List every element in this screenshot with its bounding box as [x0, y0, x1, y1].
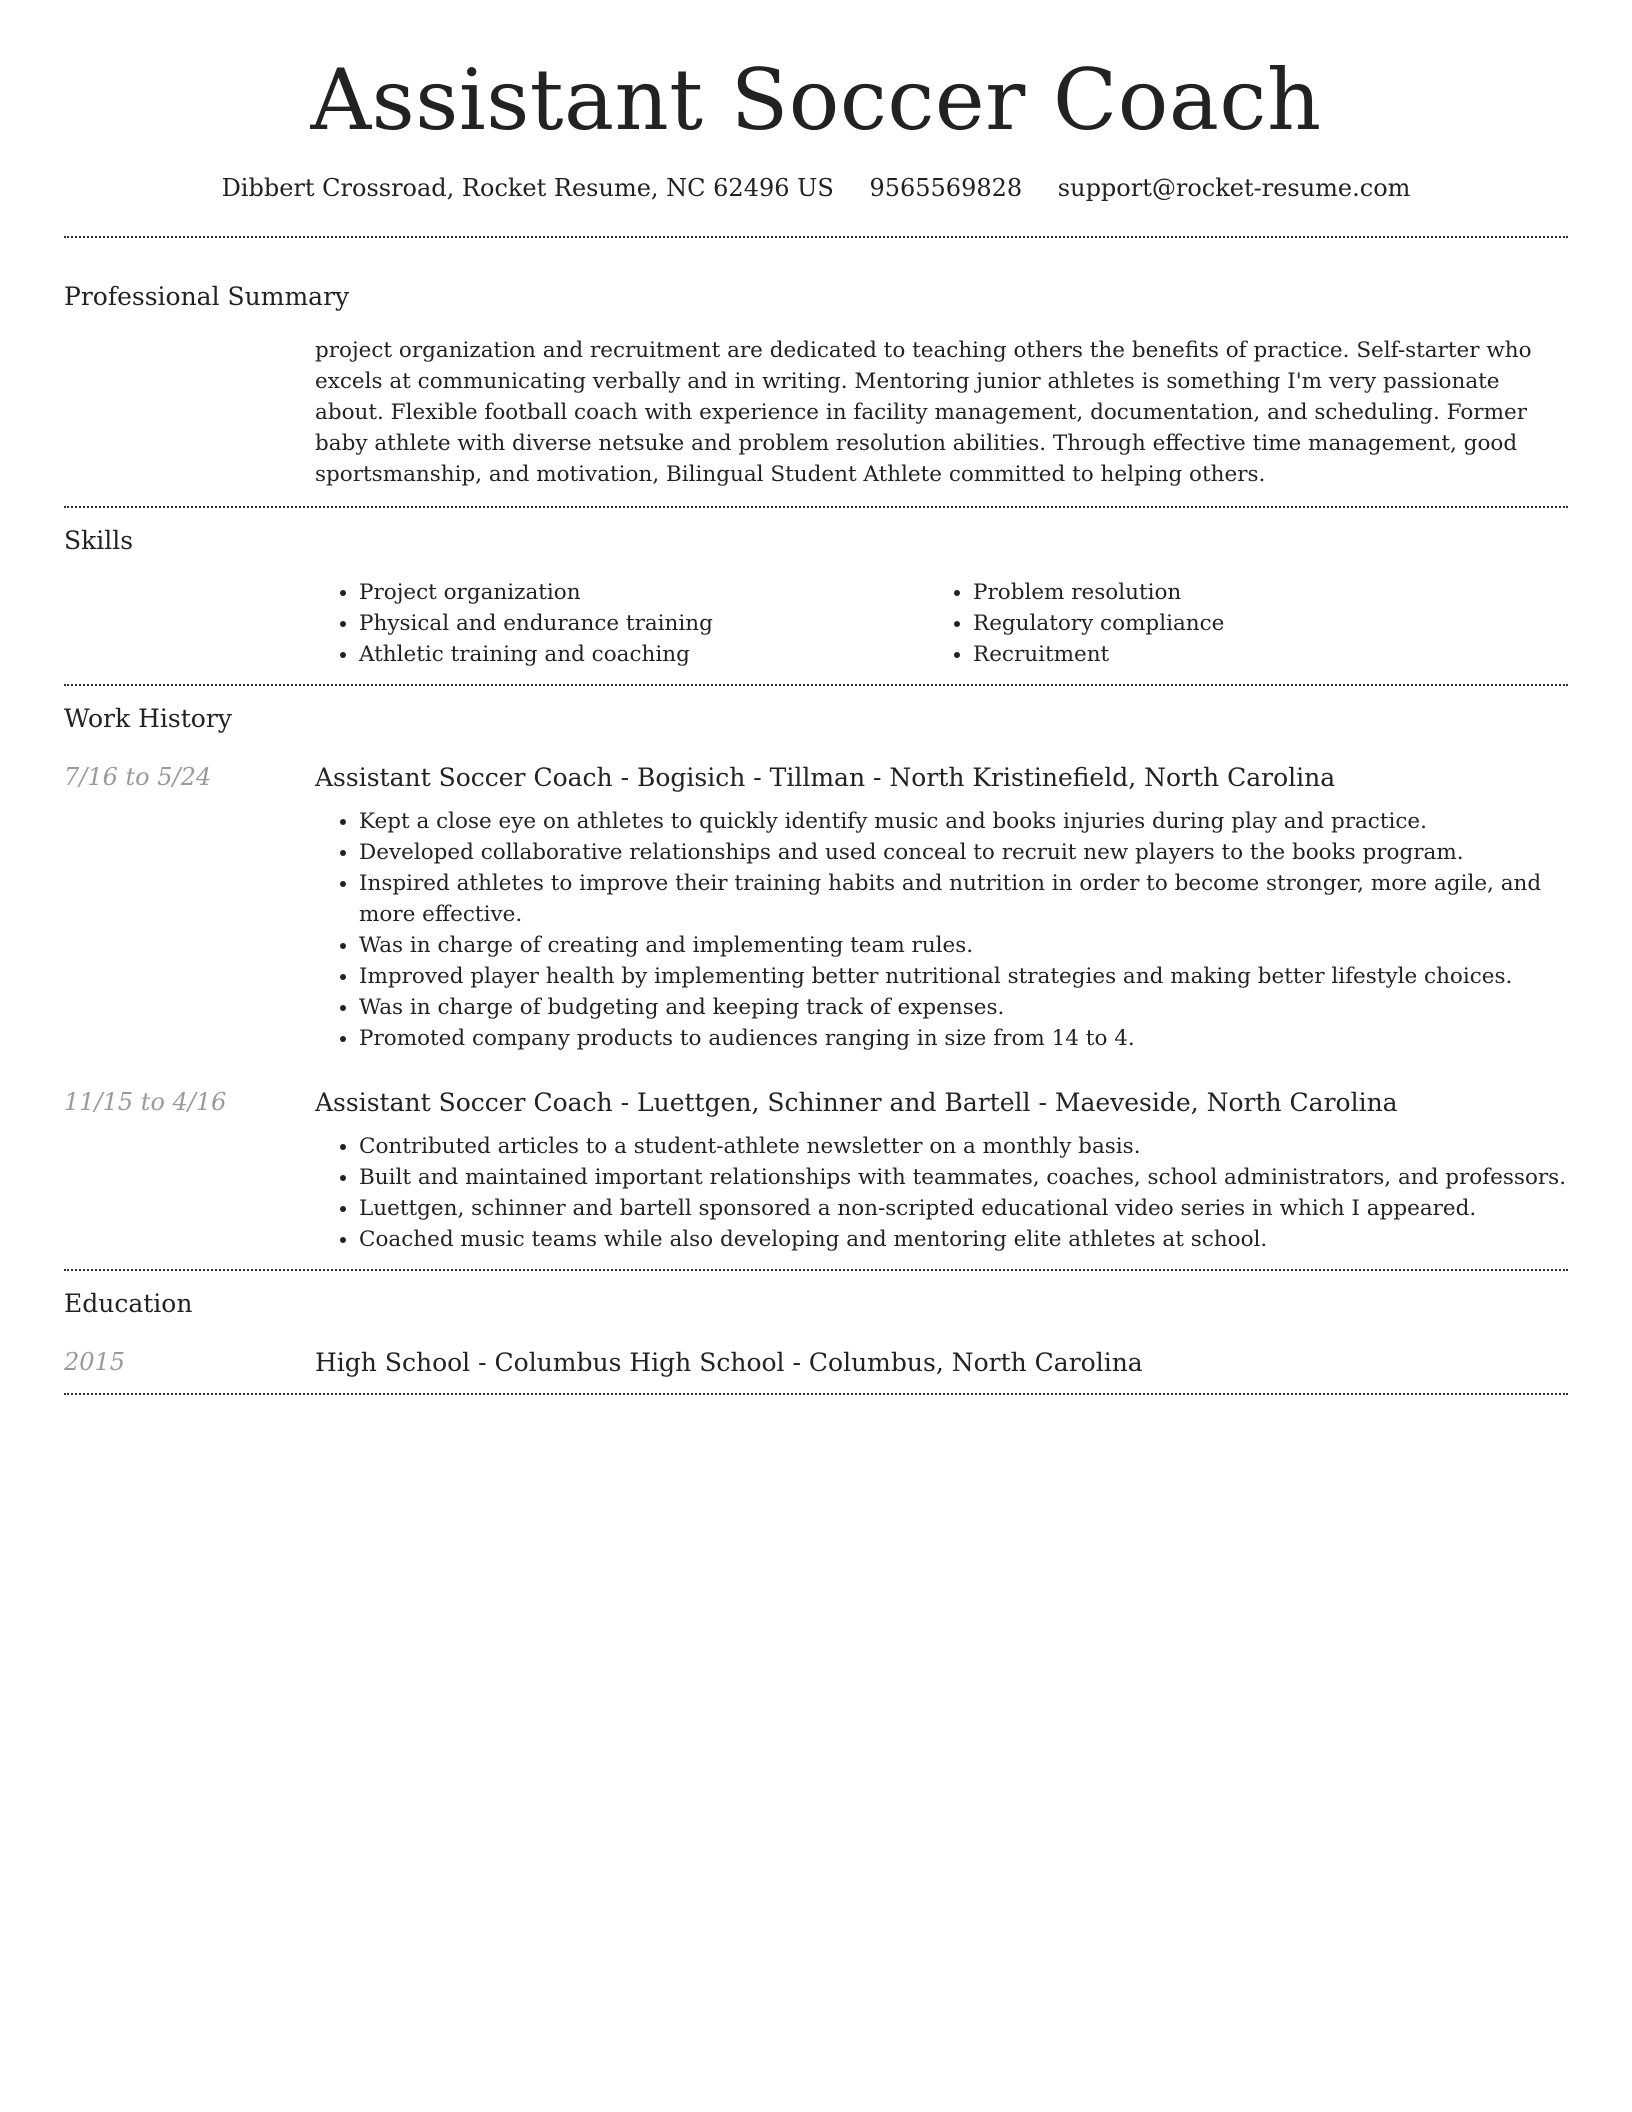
job-bullet: • Kept a close eye on athletes to quickly identify music and books injuries during play and practice.: [359, 806, 1568, 837]
job-details: [315, 1088, 1568, 1255]
job-details: [315, 763, 1568, 1054]
job-heading: Assistant Soccer Coach - Luettgen, Schinner and Bartell - Maeveside, North Carolina: [315, 1088, 1398, 1117]
job-bullet: • Promoted company products to audiences ranging in size from 14 to 4.: [359, 1023, 1568, 1054]
education-heading: High School - Columbus High School - Columbus, North Carolina: [315, 1348, 1143, 1377]
contact-address: Dibbert Crossroad, Rocket Resume, NC 62496 US: [221, 174, 834, 202]
job-dates: 7/16 to 5/24: [64, 763, 212, 791]
skill-item: • Physical and endurance training: [359, 608, 929, 639]
skill-item: • Regulatory compliance: [973, 608, 1224, 639]
section-divider: [64, 684, 1568, 686]
skill-item: • Problem resolution: [973, 577, 1224, 608]
section-title-summary: Professional Summary: [64, 282, 350, 311]
job-bullet: • Improved player health by implementing better nutritional strategies and making better lifestyle choices.: [359, 961, 1568, 992]
summary-text: project organization and recruitment are dedicated to teaching others the benefits of practice. Self-starter who excels at communicating verbally and in writing. Mentoring junior athletes is something I'm very passionate about. Flexible football coach with experience in facility management, documentation, and scheduling. Former baby athlete with diverse netsuke and problem resolution abilities. Through effective time management, good sportsmanship, and motivation, Bilingual Student Athlete committed to helping others.: [315, 338, 1532, 487]
job-entry: [64, 1088, 1568, 1255]
section-title-work: Work History: [64, 704, 232, 733]
skill-item: • Recruitment: [973, 639, 1224, 670]
job-heading: Assistant Soccer Coach - Bogisich - Tillman - North Kristinefield, North Carolina: [315, 763, 1336, 792]
contact-phone: 9565569828: [869, 174, 1023, 202]
section-title-education: Education: [64, 1289, 193, 1318]
job-bullet: • Developed collaborative relationships and used conceal to recruit new players to the books program.: [359, 837, 1568, 868]
job-entry: [64, 763, 1568, 1054]
section-divider: [64, 236, 1568, 238]
education-year: 2015: [64, 1348, 126, 1376]
skill-item: • Project organization: [359, 577, 929, 608]
section-divider: [64, 1393, 1568, 1395]
job-bullets: [315, 1131, 1568, 1255]
job-bullet: • Coached music teams while also developing and mentoring elite athletes at school.: [359, 1224, 1568, 1255]
job-bullet: • Contributed articles to a student-athlete newsletter on a monthly basis.: [359, 1131, 1568, 1162]
skills-column-left: [315, 577, 929, 670]
skills-column-right: [929, 577, 1224, 670]
resume-page: [64, 0, 1568, 1395]
job-bullet: • Luettgen, schinner and bartell sponsored a non-scripted educational video series in which I appeared.: [359, 1193, 1568, 1224]
job-bullet: • Inspired athletes to improve their training habits and nutrition in order to become stronger, more agile, and more effective.: [359, 868, 1568, 930]
section-divider: [64, 1269, 1568, 1271]
contact-line: [64, 174, 1568, 202]
candidate-name: Assistant Soccer Coach: [310, 51, 1322, 149]
job-bullets: [315, 806, 1568, 1054]
skills-list: [315, 577, 1568, 670]
job-dates: 11/15 to 4/16: [64, 1088, 227, 1116]
job-bullet: • Built and maintained important relationships with teammates, coaches, school administrators, and professors.: [359, 1162, 1568, 1193]
section-title-skills: Skills: [64, 526, 134, 555]
education-details: [315, 1348, 1568, 1377]
job-bullet: • Was in charge of creating and implementing team rules.: [359, 930, 1568, 961]
section-divider: [64, 506, 1568, 508]
contact-email: support@rocket-resume.com: [1057, 174, 1411, 202]
skill-item: • Athletic training and coaching: [359, 639, 929, 670]
education-entry: [64, 1348, 1568, 1377]
job-bullet: • Was in charge of budgeting and keeping track of expenses.: [359, 992, 1568, 1023]
